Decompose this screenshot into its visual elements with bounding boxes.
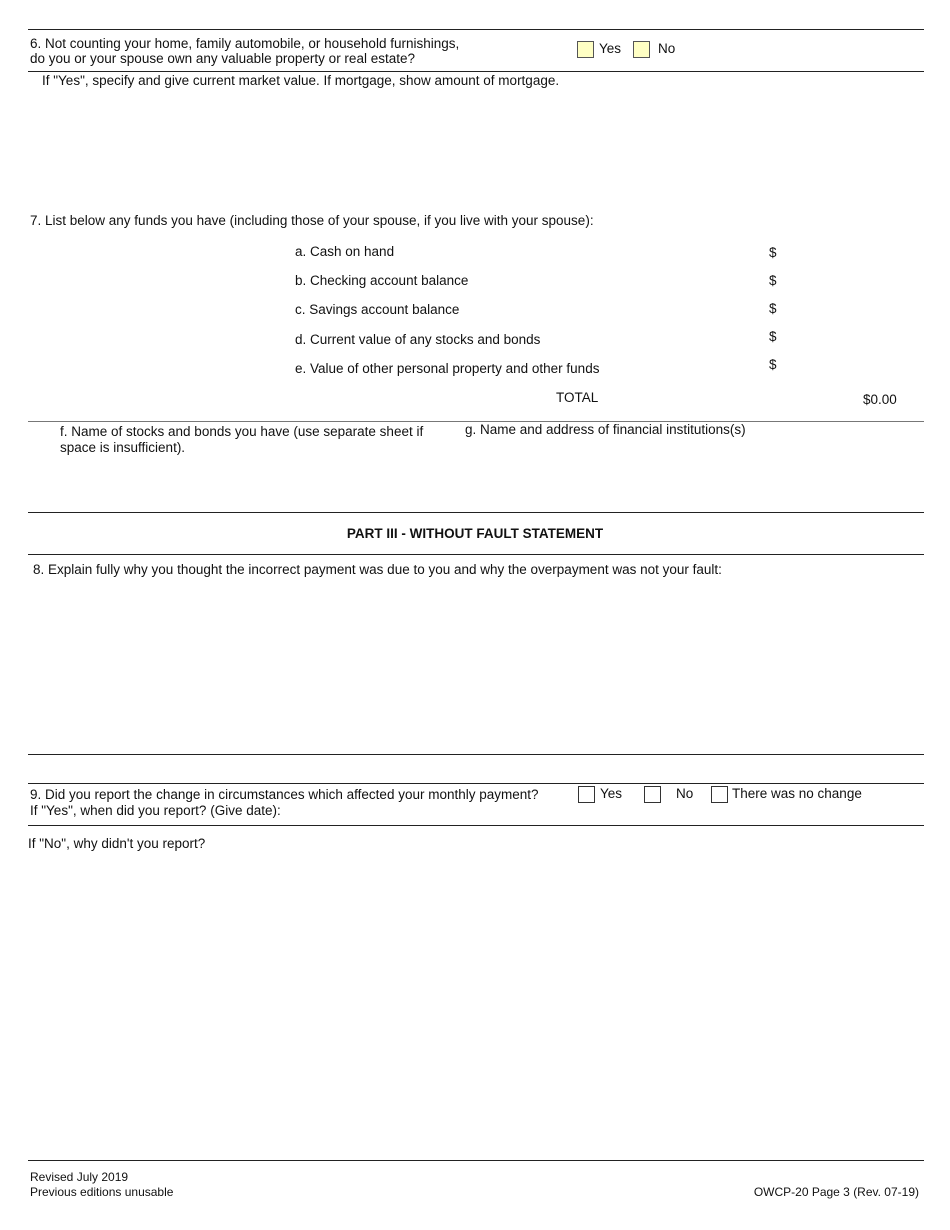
- total-value: $0.00: [863, 392, 897, 407]
- q7-item-label: c. Savings account balance: [295, 302, 460, 317]
- q6-property-input[interactable]: [30, 92, 922, 200]
- q9-why-not-input[interactable]: [28, 856, 922, 1146]
- q7-item-label: e. Value of other personal property and other funds: [295, 361, 600, 376]
- q6-no-label: No: [658, 41, 676, 56]
- divider: [28, 783, 924, 784]
- dollar-sign: $: [769, 329, 777, 344]
- q6-yes-checkbox[interactable]: [577, 41, 594, 58]
- q7-item-label: b. Checking account balance: [295, 273, 469, 288]
- q8-question: 8. Explain fully why you thought the incorrect payment was due to you and why the overpayment was not your fault:: [33, 562, 722, 577]
- q8-explanation-input[interactable]: [30, 582, 922, 750]
- q9-yes-checkbox[interactable]: [578, 786, 595, 803]
- stocks-bonds-value-input[interactable]: [782, 328, 902, 348]
- checking-balance-input[interactable]: [782, 270, 902, 290]
- dollar-sign: $: [769, 273, 777, 288]
- stocks-bonds-names-input[interactable]: [60, 458, 445, 506]
- part3-heading: PART III - WITHOUT FAULT STATEMENT: [346, 526, 604, 541]
- divider: [28, 754, 924, 755]
- divider: [28, 1160, 924, 1161]
- q6-followup: If "Yes", specify and give current market value. If mortgage, show amount of mortgage.: [42, 73, 560, 88]
- q6-question-line2: do you or your spouse own any valuable property or real estate?: [30, 51, 415, 66]
- q7-title: 7. List below any funds you have (including those of your spouse, if you live with your spouse):: [30, 213, 594, 228]
- q9-report-date-input[interactable]: [292, 802, 592, 820]
- q7-f-label-line2: space is insufficient).: [60, 440, 186, 455]
- footer-previous-editions: Previous editions unusable: [30, 1185, 174, 1199]
- q9-followup: If "No", why didn't you report?: [28, 836, 206, 851]
- q7-f-label-line1: f. Name of stocks and bonds you have (use separate sheet if: [60, 424, 424, 439]
- footer-revised: Revised July 2019: [30, 1170, 129, 1184]
- dollar-sign: $: [769, 301, 777, 316]
- footer-form-id: OWCP-20 Page 3 (Rev. 07-19): [753, 1185, 919, 1199]
- q6-no-checkbox[interactable]: [633, 41, 650, 58]
- divider: [28, 554, 924, 555]
- q7-g-label: g. Name and address of financial institutions(s): [465, 422, 746, 437]
- q7-item-label: a. Cash on hand: [295, 244, 395, 259]
- q6-question-line1: 6. Not counting your home, family automobile, or household furnishings,: [30, 36, 460, 51]
- dollar-sign: $: [769, 245, 777, 260]
- other-property-input[interactable]: [782, 356, 902, 376]
- q9-no-checkbox[interactable]: [644, 786, 661, 803]
- divider: [28, 825, 924, 826]
- total-label: TOTAL: [556, 390, 599, 405]
- q9-no-change-checkbox[interactable]: [711, 786, 728, 803]
- divider: [28, 71, 924, 72]
- financial-institutions-input[interactable]: [465, 440, 915, 506]
- q9-no-change-label: There was no change: [732, 786, 862, 801]
- q9-no-label: No: [676, 786, 694, 801]
- q7-item-label: d. Current value of any stocks and bonds: [295, 332, 541, 347]
- q6-yes-label: Yes: [599, 41, 622, 56]
- q9-question-line1: 9. Did you report the change in circumstances which affected your monthly payment?: [30, 787, 539, 802]
- savings-balance-input[interactable]: [782, 299, 902, 319]
- divider: [28, 512, 924, 513]
- q9-question-line2: If "Yes", when did you report? (Give date):: [30, 803, 281, 818]
- dollar-sign: $: [769, 357, 777, 372]
- divider: [28, 29, 924, 30]
- q9-yes-label: Yes: [600, 786, 623, 801]
- cash-on-hand-input[interactable]: [782, 241, 902, 261]
